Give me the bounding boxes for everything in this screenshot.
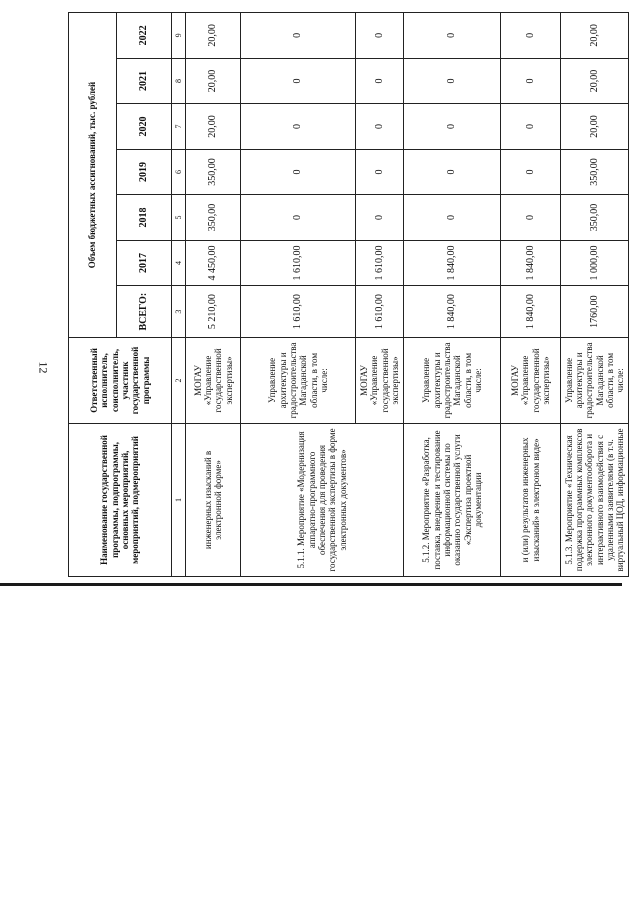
header-year: 2022 <box>117 13 172 59</box>
value-cell: 0 <box>241 104 356 150</box>
table-row <box>561 13 629 577</box>
value-cell: 0 <box>404 13 501 59</box>
value-cell: 20,00 <box>561 58 629 104</box>
value-cell: 0 <box>501 58 561 104</box>
value-cell: 0 <box>404 195 501 241</box>
value-cell: 1 610,00 <box>241 240 356 286</box>
value-cell: 20,00 <box>561 13 629 59</box>
value-cell: 350,00 <box>561 149 629 195</box>
scan-divider-line <box>0 583 622 586</box>
row-executor-cell: МОГАУ «Управление государственной экспертизы» <box>186 338 241 424</box>
value-cell: 0 <box>356 104 404 150</box>
value-cell: 4 450,00 <box>186 240 241 286</box>
column-number: 9 <box>172 13 186 59</box>
value-cell: 1 610,00 <box>356 286 404 338</box>
value-cell: 1 610,00 <box>356 240 404 286</box>
value-cell: 0 <box>356 195 404 241</box>
value-cell: 20,00 <box>186 104 241 150</box>
table-row <box>241 13 356 577</box>
column-number: 5 <box>172 195 186 241</box>
column-number: 6 <box>172 149 186 195</box>
value-cell: 1 840,00 <box>404 286 501 338</box>
table-row <box>404 13 501 577</box>
value-cell: 350,00 <box>561 195 629 241</box>
value-cell: 20,00 <box>561 104 629 150</box>
value-cell: 0 <box>404 104 501 150</box>
table-row <box>186 13 241 577</box>
value-cell: 20,00 <box>186 13 241 59</box>
value-cell: 0 <box>356 149 404 195</box>
column-number: 1 <box>172 423 186 576</box>
header-year: 2017 <box>117 240 172 286</box>
value-cell: 5 210,00 <box>186 286 241 338</box>
row-name-cell: и (или) результатов инженерных изысканий» в электроном виде» <box>501 423 561 576</box>
value-cell: 1 000,00 <box>561 240 629 286</box>
column-number: 3 <box>172 286 186 338</box>
value-cell: 350,00 <box>186 195 241 241</box>
row-executor-cell: МОГАУ «Управление государственной экспертизы» <box>356 338 404 424</box>
value-cell: 0 <box>241 13 356 59</box>
value-cell: 0 <box>241 58 356 104</box>
row-executor-cell: МОГАУ «Управление государственной экспертизы» <box>501 338 561 424</box>
budget-table <box>68 12 629 577</box>
rotated-table-sheet <box>68 12 624 577</box>
header-year: 2020 <box>117 104 172 150</box>
value-cell: 0 <box>501 149 561 195</box>
row-name-cell: 5.1.3. Мероприятие «Техническая поддержка программных комплексов электронного документооборота и интерактивного взаимодействия с удаленными заявителями (в т.ч. виртуальный ЦОД, информационные <box>561 423 629 576</box>
header-total: ВСЕГО: <box>117 286 172 338</box>
value-cell: 0 <box>404 58 501 104</box>
row-name-cell: инженерных изысканий в электронной форме» <box>186 423 241 576</box>
column-number: 4 <box>172 240 186 286</box>
header-executor: Ответственный исполнитель, соисполнитель, участник государственной программы <box>69 338 172 424</box>
row-executor-cell: Управление архитектуры и градостроительства Магаданской области, в том числе: <box>561 338 629 424</box>
value-cell: 0 <box>501 13 561 59</box>
value-cell: 0 <box>356 13 404 59</box>
header-year: 2018 <box>117 195 172 241</box>
value-cell: 20,00 <box>186 58 241 104</box>
value-cell: 0 <box>356 58 404 104</box>
value-cell: 1 610,00 <box>241 286 356 338</box>
value-cell: 0 <box>241 149 356 195</box>
table-row <box>501 13 561 577</box>
header-year: 2019 <box>117 149 172 195</box>
header-name: Наименование государственной программы, подпрограммы, основных мероприятий, мероприятий, подмероприятий <box>69 423 172 576</box>
row-executor-cell: Управление архитектуры и градостроительства Магаданской области, в том числе: <box>404 338 501 424</box>
header-budget-group: Объем бюджетных ассигнований, тыс. рублей <box>69 13 117 338</box>
row-name-cell: 5.1.2. Мероприятие «Разработка, поставка, внедрение и тестирование информационной системы по оказанию государственной услуги «Экспертиза проектной документации <box>404 423 501 576</box>
value-cell: 1760,00 <box>561 286 629 338</box>
header-year: 2021 <box>117 58 172 104</box>
value-cell: 0 <box>501 195 561 241</box>
column-number: 7 <box>172 104 186 150</box>
value-cell: 350,00 <box>186 149 241 195</box>
column-number: 8 <box>172 58 186 104</box>
value-cell: 0 <box>501 104 561 150</box>
column-number: 2 <box>172 338 186 424</box>
value-cell: 1 840,00 <box>501 286 561 338</box>
page-number: 12 <box>36 361 51 374</box>
value-cell: 0 <box>404 149 501 195</box>
value-cell: 0 <box>241 195 356 241</box>
value-cell: 1 840,00 <box>404 240 501 286</box>
value-cell: 1 840,00 <box>501 240 561 286</box>
row-name-cell: 5.1.1. Мероприятие «Модернизация аппаратно-программного обеспечения для проведения государственной экспертизы в форме электронных документов» <box>241 423 404 576</box>
row-executor-cell: Управление архитектуры и градостроительства Магаданской области, в том числе: <box>241 338 356 424</box>
